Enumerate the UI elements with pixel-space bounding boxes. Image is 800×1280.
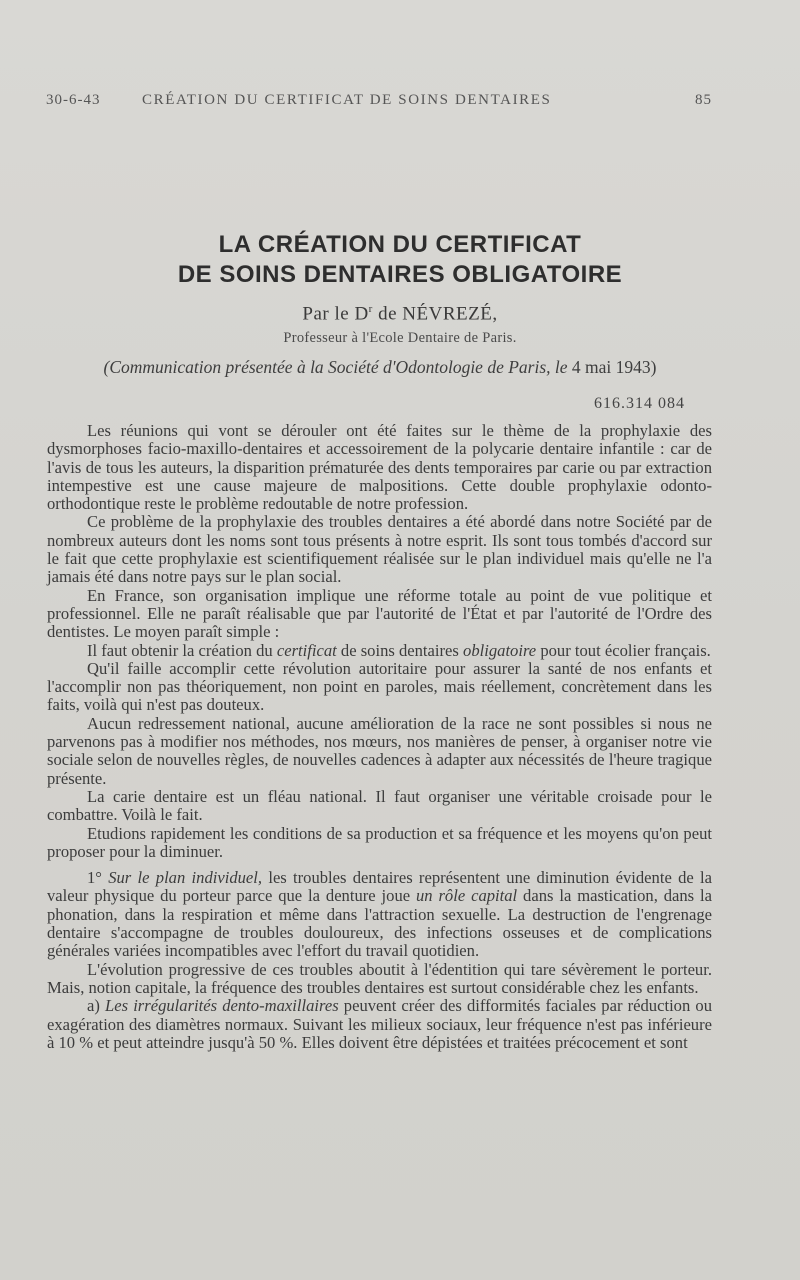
author-line xyxy=(0,303,800,325)
paragraph-4 xyxy=(47,642,712,660)
communication-text: Communication présentée à la Société d'Odontologie de Paris, le xyxy=(109,357,568,377)
p4-text-c: pour tout écolier français. xyxy=(536,640,711,660)
p9-emphasis-role-capital: un rôle capital xyxy=(416,886,518,906)
classification-code: 616.314 084 xyxy=(594,395,685,412)
author-title-sup: r xyxy=(368,303,373,315)
p9-text-b: les troubles dentaires représentent une diminution évidente de la valeur physique du porteur parce que la denture joue xyxy=(47,868,712,906)
p11-emphasis: Les irrégularités dento-maxillaires xyxy=(105,996,339,1016)
paragraph-8: Etudions rapidement les conditions de sa production et sa fréquence et les moyens qu'on peut proposer pour la diminuer. xyxy=(47,823,712,861)
author-prefix: Par le D xyxy=(302,303,369,325)
p9-number: 1° xyxy=(87,868,109,888)
p4-emphasis-obligatoire: obligatoire xyxy=(463,640,537,660)
communication-date: 4 mai 1943) xyxy=(567,357,657,377)
paragraph-6: Aucun redressement national, aucune amélioration de la race ne sont possibles si nous ne parvenons pas à modifier nos méthodes, nos mœurs, nos manières de penser, à organiser notre vie sociale selon de nouvelles règles, de nouvelles cadences à adapter aux nécessités de l'heure tragique présente. xyxy=(47,713,712,788)
paragraph-7: La carie dentaire est un fléau national. Il faut organiser une véritable croisade pour le combattre. Voilà le fait. xyxy=(47,786,712,825)
paragraph-10: L'évolution progressive de ces troubles aboutit à l'édentition qui tare sévèrement le porteur. Mais, notion capitale, la fréquence des troubles dentaires est surtout considérable chez les enfants. xyxy=(47,959,712,997)
communication-note xyxy=(44,357,716,378)
author-affiliation: Professeur à l'Ecole Dentaire de Paris. xyxy=(283,330,517,346)
p9-emphasis-plan-individuel: Sur le plan individuel, xyxy=(108,868,263,888)
p4-emphasis-certificat: certificat xyxy=(276,640,337,660)
paragraph-2: Ce problème de la prophylaxie des troubles dentaires a été abordé dans notre Société par de nombreux auteurs dont les noms sont tous présents à notre esprit. Ils sont tous tombés d'accord sur le fait que cette prophylaxie est scientifiquement réalisée sur le plan individuel mais qu'elle ne l'a jamais été dans notre pays sur le plan social. xyxy=(47,512,712,587)
p4-text-b: de soins dentaires xyxy=(336,640,464,660)
p11-letter: a) xyxy=(87,996,106,1016)
paragraph-3: En France, son organisation implique une réforme totale au point de vue politique et professionnel. Elle ne paraît réalisable que par l'autorité de l'État et par l'autorité de l'Ordre des dentistes. Le moyen paraît simple : xyxy=(47,585,712,642)
page-number: 85 xyxy=(695,92,712,108)
p11-text-b: peuvent créer des difformités faciales par réduction ou exagération des diamètres normaux. Suivant les milieux sociaux, leur fréquence n'est pas inférieure à 10 % et peut atteindre jusqu'à 50 %. Elles doivent être dépistées et traitées précocement et sont xyxy=(47,996,712,1052)
running-title: CRÉATION DU CERTIFICAT DE SOINS DENTAIRES xyxy=(142,92,552,108)
article-body xyxy=(47,422,712,1052)
paragraph-1: Les réunions qui vont se dérouler ont été faites sur le thème de la prophylaxie des dysmorphoses facio-maxillo-dentaires et accessoirement de la polycarie dentaire infantile : car de l'avis de tous les auteurs, la disparition prématurée des dents temporaires par carie ou par extraction intempestive est une cause majeure de malpositions. Cette double prophylaxie odonto-orthodontique reste le problème redoutable de notre profession. xyxy=(47,421,712,514)
title-line-1: LA CRÉATION DU CERTIFICAT xyxy=(218,231,582,258)
author-name: de NÉVREZÉ, xyxy=(372,303,498,325)
paragraph-9 xyxy=(47,869,712,960)
paragraph-5: Qu'il faille accomplir cette révolution autoritaire pour assurer la santé de nos enfants et l'accomplir non pas théoriquement, non point en paroles, mais réellement, concrètement dans les faits, voilà qui n'est pas douteux. xyxy=(47,658,712,715)
article-title xyxy=(0,230,800,290)
title-line-2: DE SOINS DENTAIRES OBLIGATOIRE xyxy=(177,261,623,288)
p9-text-c: dans la mastication, dans la phonation, dans la respiration et même dans l'attraction sexuelle. La destruction de l'engrenage dentaire s'accompagne de troubles douloureux, des infections osseuses et de complications générales variées incompatibles avec l'effort du travail quotidien. xyxy=(47,886,712,961)
paragraph-11 xyxy=(47,997,712,1052)
p4-text-a: Il faut obtenir la création du xyxy=(87,640,277,660)
communication-open: ( xyxy=(103,357,110,377)
issue-date: 30-6-43 xyxy=(46,92,101,108)
